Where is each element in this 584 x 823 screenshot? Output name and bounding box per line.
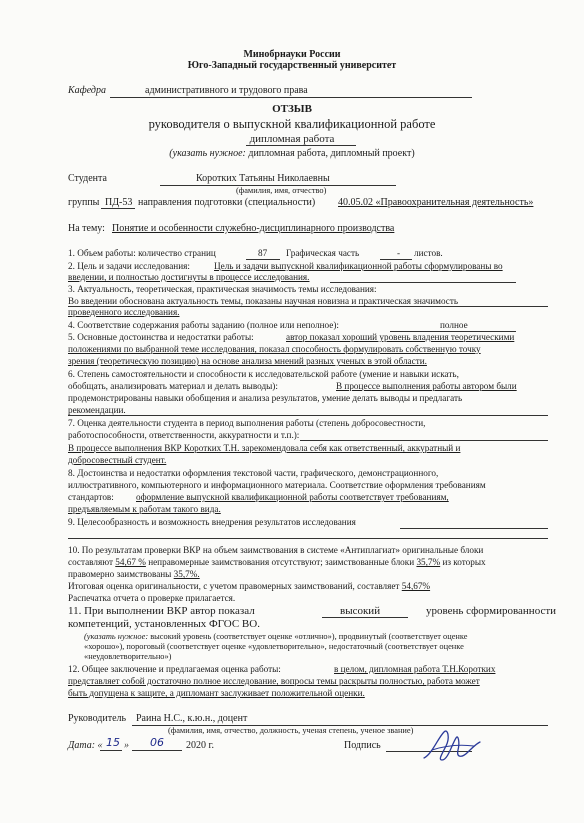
work-type: дипломная работа <box>249 133 335 145</box>
date-mid: » <box>124 740 129 751</box>
item10-line3-a: правомерно заимствованы <box>68 569 172 579</box>
topic-label: На тему: <box>68 223 105 234</box>
item11-line1-a: 11. При выполнении ВКР автор показал <box>68 605 255 617</box>
date-month: 06 <box>150 736 164 749</box>
item10-line1: 10. По результатам проверки ВКР на объем заимствования в системе «Антиплагиат» оригинальные блоки <box>68 545 484 555</box>
level-note-italic: (указать нужное: <box>84 632 149 641</box>
item9-underline-2 <box>68 538 548 539</box>
item1-graphics-value: - <box>397 248 401 258</box>
item12-line3: быть допущена к защите, а дипломант заслуживает положительной оценки. <box>68 688 365 698</box>
ministry-name: Минобрнауки России <box>243 49 341 60</box>
item11-level-underline <box>322 617 408 618</box>
item4-label: 4. Соответствие содержания работы заданию (полное или неполное): <box>68 320 339 330</box>
item8-line3-value: оформление выпускной квалификационной работы соответствует требованиям, <box>136 492 449 502</box>
item10-line3 <box>68 570 200 579</box>
item7-line1: 7. Оценка деятельности студента в период выполнения работы (степень добросовестности, <box>68 418 426 428</box>
item8-line1: 8. Достоинства и недостатки оформления текстовой части, графического, демонстрационного, <box>68 468 439 478</box>
direction-label: направления подготовки (специальности) <box>138 197 316 208</box>
group-underline <box>101 208 135 209</box>
item9-label: 9. Целесообразность и возможность внедрения результатов исследования <box>68 517 356 527</box>
item6-line3: продемонстрированы навыки обобщения и анализа результатов, умение делать выводы и предлагать <box>68 393 463 403</box>
item10-line2-c: из которых <box>442 557 486 567</box>
item1-graphics-label: Графическая часть <box>286 248 360 258</box>
university-name: Юго-Западный государственный университет <box>187 60 397 71</box>
item3-line2: проведенного исследования. <box>68 307 180 317</box>
item1-sheets: листов. <box>414 248 443 258</box>
item6-underline <box>68 415 548 416</box>
date-day: 15 <box>106 736 120 749</box>
item11-line1-b: уровень сформированности <box>426 605 557 617</box>
student-label: Студента <box>68 173 107 184</box>
item7-line3: В процессе выполнения ВКР Коротких Т.Н. зарекомендовала себя как ответственный, аккуратный и <box>68 443 461 453</box>
item2-label: 2. Цель и задачи исследования: <box>68 261 190 271</box>
direction-value: 40.05.02 «Правоохранительная деятельность» <box>338 197 534 208</box>
date-day-underline <box>100 750 122 751</box>
item2-underline <box>330 282 516 283</box>
item1-label: 1. Объем работы: количество страниц <box>68 248 216 258</box>
item5-line2: положениями по выбранной теме исследования, показал способность формулировать собственную точку <box>68 344 481 354</box>
work-type-hint <box>0 149 584 159</box>
item1-pages: 87 <box>258 248 268 258</box>
work-type-hint-italic: (указать нужное: <box>169 148 246 159</box>
item2-line1: Цель и задачи выпускной квалификационной работы сформулированы во <box>214 261 503 271</box>
item3-line1: Во введении обоснована актуальность темы, показаны научная новизна и практическая значимость <box>68 296 459 306</box>
item7-line2-underline <box>300 440 548 441</box>
supervisor-caption: (фамилия, имя, отчество, должность, ученая степень, ученое звание) <box>168 726 414 735</box>
supervisor-value: Раина Н.С., к.ю.н., доцент <box>136 713 248 724</box>
item10-final-percent: 54,67% <box>401 581 431 591</box>
group-value: ПД-53 <box>105 197 133 208</box>
item10-original-percent: 54,67 % <box>115 557 146 567</box>
group-label: группы <box>68 197 100 208</box>
level-note-line3: «неудовлетворительно») <box>84 652 172 661</box>
item10-line2 <box>68 558 486 567</box>
topic-value: Понятие и особенности служебно-дисциплинарного производства <box>112 223 395 234</box>
signature-label: Подпись <box>344 740 381 751</box>
item8-line2: иллюстративного, компьютерного и информационного материала. Соответствие оформления требованиям <box>68 480 486 490</box>
item9-underline-1 <box>400 528 548 529</box>
department-underline <box>110 97 472 98</box>
item10-line4-a: Итоговая оценка оригинальности, с учетом правомерных заимствований, составляет <box>68 581 400 591</box>
handwritten-signature <box>418 724 484 768</box>
item10-line4 <box>68 582 430 591</box>
item5-line1: автор показал хороший уровень владения теоретическими <box>286 332 515 342</box>
item11-line2: компетенций, установленных ФГОС ВО. <box>68 618 260 630</box>
item6-line4: рекомендации. <box>68 405 126 415</box>
item5-label: 5. Основные достоинства и недостатки работы: <box>68 332 254 342</box>
item11-level: высокий <box>340 605 381 617</box>
item4-value: полное <box>440 320 468 330</box>
item1-pages-underline <box>246 259 280 260</box>
level-note-line1 <box>84 633 467 641</box>
department-label: Кафедра <box>68 85 106 96</box>
student-caption: (фамилия, имя, отчество) <box>236 186 327 195</box>
item1-graphics-underline <box>380 259 412 260</box>
supervisor-label: Руководитель <box>68 713 127 724</box>
review-subtitle: руководителя о выпускной квалификационной работе <box>148 117 436 131</box>
item10-legit-percent: 35,7%. <box>173 569 200 579</box>
item10-line2-a: составляют <box>68 557 113 567</box>
item7-line4: добросовестный студент. <box>68 455 167 465</box>
date-year: 2020 г. <box>186 740 214 751</box>
date-label: Дата: « <box>68 740 103 751</box>
item10-borrowed-percent: 35,7% <box>416 557 441 567</box>
item7-line2: работоспособности, ответственности, аккуратности и т.п.): <box>68 430 300 440</box>
item12-line1-value: в целом, дипломная работа Т.Н.Коротких <box>334 664 496 674</box>
date-month-underline <box>132 750 182 751</box>
item10-line5: Распечатка отчета о проверке прилагается. <box>68 593 236 603</box>
work-type-hint-rest: дипломная работа, дипломный проект) <box>245 148 415 159</box>
item3-label: 3. Актуальность, теоретическая, практическая значимость темы исследования: <box>68 284 377 294</box>
item12-line1-a: 12. Общее заключение и предлагаемая оценка работы: <box>68 664 281 674</box>
item12-line2: представляет собой достаточно полное исследование, вопросы темы раскрыты полностью, работа может <box>68 676 480 686</box>
department-value: административного и трудового права <box>145 85 308 96</box>
level-note-line2: «хорошо»), пороговый (соответствует оценке «удовлетворительно», недостаточный (соответствует оценке <box>84 642 464 651</box>
item10-line2-b: неправомерные заимствования отсутствуют; заимствованные блоки <box>148 557 415 567</box>
student-name: Коротких Татьяны Николаевны <box>196 173 330 184</box>
item5-line3: зрения (теоретическую позицию) на основе анализа мнений разных ученых в этой области. <box>68 356 427 366</box>
item8-line4: предъявляемым к работам такого вида. <box>68 504 221 514</box>
item8-line3-label: стандартов: <box>68 492 114 502</box>
work-type-underline <box>246 145 356 146</box>
item6-line2-label: обобщать, анализировать материал и делать выводы): <box>68 381 278 391</box>
item2-line2: введении, и полностью достигнуты в процессе исследования. <box>68 272 310 282</box>
item6-line2-value: В процессе выполнения работы автором были <box>336 381 517 391</box>
level-note-rest: высокий уровень (соответствует оценке «отлично»), продвинутый (соответствует оценке <box>148 632 468 641</box>
item6-line1: 6. Степень самостоятельности и способности к исследовательской работе (умение и навыки искать, <box>68 369 459 379</box>
review-title: ОТЗЫВ <box>272 103 312 115</box>
